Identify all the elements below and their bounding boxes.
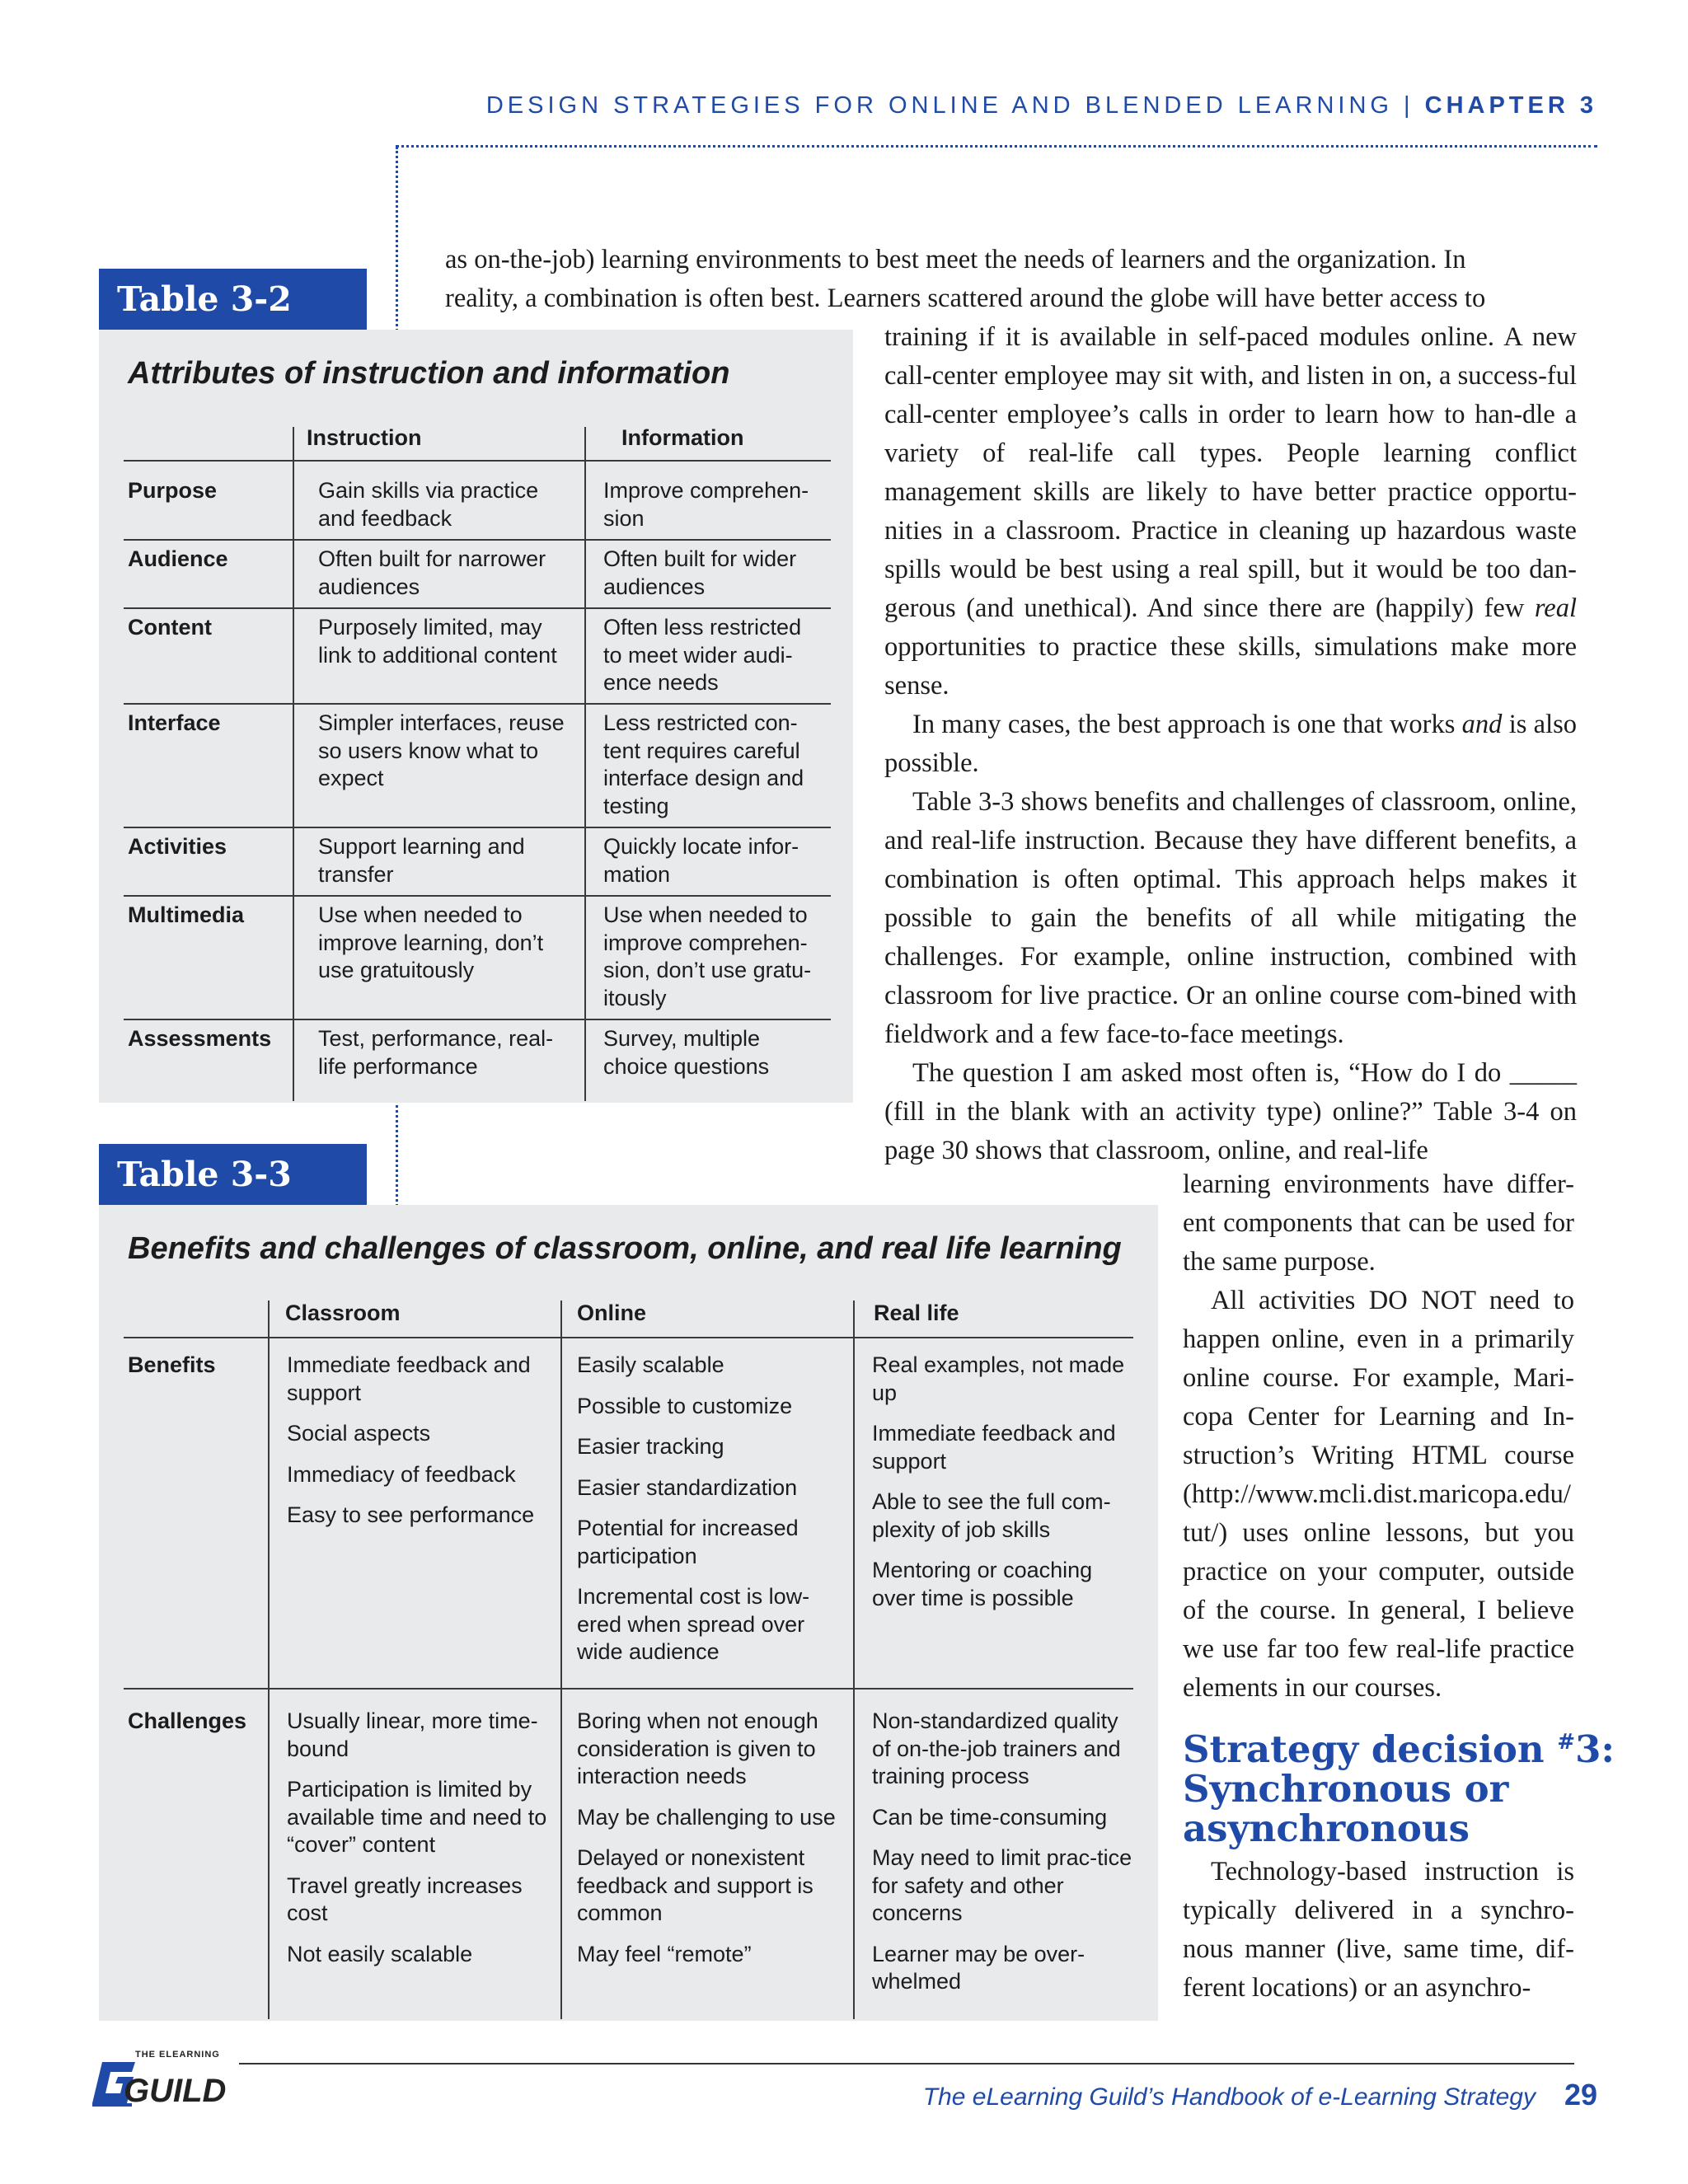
list-item: Participation is limited by available time and need to “cover” content (287, 1777, 547, 1857)
table-3-2-cell: Use when needed to improve learning, don’t use gratuitously (318, 902, 544, 982)
table-3-2-row-label: Audience (128, 546, 228, 571)
body-paragraph: The question I am asked most often is, “How do I do _____ (fill in the blank with an activity type) online?” Table 3-4 on page 30 shows that classroom, online, and real-life (884, 1058, 1577, 1165)
table-3-2-cell: Often built for narrower audiences (318, 546, 546, 599)
table-3-2-header-information: Information (621, 425, 744, 450)
table-3-2-tag: Table 3-2 (99, 269, 367, 330)
list-item: Can be time-consuming (872, 1804, 1108, 1830)
table-3-3-header-real-life: Real life (874, 1301, 959, 1325)
header-separator: | (1404, 92, 1414, 119)
list-item: Mentoring or coaching over time is possible (872, 1558, 1093, 1610)
table-3-3-header-classroom: Classroom (285, 1301, 401, 1325)
body-column-bottom (1183, 1853, 1574, 2008)
list-item: Non-standardized quality of on-the-job trainers and training process (872, 1708, 1121, 1788)
table-3-3-cell-challenges-classroom (287, 1708, 552, 1981)
list-item: Social aspects (287, 1421, 431, 1446)
list-item: Not easily scalable (287, 1941, 473, 1966)
table-3-2-row-label: Content (128, 615, 212, 640)
table-3-2-row-label: Interface (128, 710, 221, 735)
table-3-2-cell: Less restricted con-tent requires careful interface design and testing (603, 710, 804, 818)
table-3-3-cell-benefits-classroom (287, 1352, 552, 1543)
list-item: Easier standardization (577, 1474, 798, 1500)
body-paragraph: In many cases, the best approach is one that works and is also possible. (884, 710, 1578, 778)
running-title: DESIGN STRATEGIES FOR ONLINE AND BLENDED LEARNING (485, 92, 1393, 119)
list-item: Travel greatly increases cost (287, 1872, 523, 1925)
table-3-2-cell: Often built for wider audiences (603, 546, 797, 599)
list-item: Immediacy of feedback (287, 1461, 516, 1487)
list-item: Able to see the full com-plexity of job skills (872, 1489, 1111, 1542)
table-3-2-cell: Quickly locate infor-mation (603, 834, 799, 887)
table-3-2-cell: Survey, multiple choice questions (603, 1026, 770, 1079)
table-3-2-title: Attributes of instruction and information (128, 356, 730, 391)
body-paragraph: All activities DO NOT need to happen online, even in a primarily online course. For example, Mari-copa Center for Learning and In-struction’s Writing HTML course (http://www.mcli.dist.maricopa.edu/tut/) uses online lessons, but you practice on your computer, outside of the course. In general, I believe we use far too few real-life practice elements in our courses. (1183, 1286, 1574, 1703)
list-item: Immediate feedback and support (287, 1352, 531, 1405)
list-item: Learner may be over-whelmed (872, 1941, 1085, 1994)
table-3-3-tag: Table 3-3 (99, 1144, 367, 1205)
list-item: Immediate feedback and support (872, 1421, 1116, 1474)
body-paragraph-intro (445, 241, 1615, 318)
list-item: May need to limit prac-tice for safety and other concerns (872, 1845, 1132, 1925)
list-item: May be challenging to use (577, 1804, 836, 1830)
table-3-2-cell: Simpler interfaces, reuse so users know what to expect (318, 710, 565, 790)
table-3-3-header-online: Online (577, 1301, 647, 1325)
body-column-narrow (1183, 1165, 1574, 1708)
table-3-2-header-instruction: Instruction (307, 425, 422, 450)
list-item: Easily scalable (577, 1352, 724, 1377)
list-item: Easy to see performance (287, 1502, 535, 1527)
table-3-2-cell: Often less restricted to meet wider audi-ence needs (603, 615, 802, 695)
list-item: Possible to customize (577, 1393, 793, 1418)
body-column-right (884, 318, 1577, 1170)
table-3-2-cell: Use when needed to improve comprehen-sion, don’t use gratu-itously (603, 902, 812, 1010)
table-3-3-cell-challenges-real-life (872, 1708, 1140, 2009)
list-item: Real examples, not made up (872, 1352, 1125, 1405)
list-item: May feel “remote” (577, 1941, 752, 1966)
table-3-3-cell-challenges-online (577, 1708, 845, 1981)
body-paragraph: Technology-based instruction is typically delivered in a synchro-nous manner (live, same time, dif-ferent locations) or an asynchro- (1183, 1857, 1574, 2003)
table-3-3-row-benefits: Benefits (128, 1352, 216, 1377)
chapter-label: CHAPTER 3 (1424, 92, 1597, 119)
table-3-2-row-label: Purpose (128, 478, 218, 503)
section-heading: Strategy decision #3: Synchronous or asynchronous (1183, 1727, 1615, 1850)
list-item: Easier tracking (577, 1434, 724, 1459)
list-item: Boring when not enough consideration is given to interaction needs (577, 1708, 818, 1788)
table-3-2-cell: Support learning and transfer (318, 834, 525, 887)
table-3-2-cell: Test, performance, real-life performance (318, 1026, 554, 1079)
table-3-2-row-label: Multimedia (128, 902, 245, 927)
table-3-2-cell: Gain skills via practice and feedback (318, 478, 539, 531)
table-3-2-cell: Purposely limited, may link to additional content (318, 615, 557, 668)
table-3-2-row-label: Assessments (128, 1026, 272, 1051)
table-3-3-row-challenges: Challenges (128, 1708, 247, 1733)
body-paragraph: learning environments have differ-ent components that can be used for the same purpose. (1183, 1169, 1574, 1277)
table-3-3-cell-benefits-online (577, 1352, 845, 1680)
list-item: Usually linear, more time-bound (287, 1708, 538, 1761)
logo-small-text: THE ELEARNING (135, 2050, 220, 2060)
body-line: reality, a combination is often best. Learners scattered around the globe will have better access to (445, 284, 1486, 313)
elearning-guild-logo (89, 2042, 262, 2108)
page-number: 29 (1564, 2078, 1597, 2111)
table-3-3-title: Benefits and challenges of classroom, online, and real life learning (128, 1231, 1122, 1266)
footer-rule (239, 2063, 1574, 2064)
logo-big-text: GUILD (124, 2073, 227, 2108)
table-3-2-row-label: Activities (128, 834, 227, 859)
body-paragraph: training if it is available in self-paced modules online. A new call-center employee may sit with, and listen in on, a success-ful call-center employee’s calls in order to learn how to han-dle a variety of real-life call types. People learning conflict management skills are likely to have better practice opportu-nities in a classroom. Practice in cleaning up hazardous waste spills would be best using a real spill, but it would be too dan-gerous (and unethical). And since there are (happily) few real opportunities to practice these skills, simulations make more sense. (884, 322, 1578, 701)
table-3-3-cell-benefits-real-life (872, 1352, 1140, 1625)
header-dotted-rule (396, 145, 1597, 148)
list-item: Incremental cost is low-ered when spread over wide audience (577, 1584, 810, 1664)
body-paragraph: Table 3-3 shows benefits and challenges of classroom, online, and real-life instruction. Because they have different benefits, a combination is often optimal. This approach helps makes it possible to gain the benefits of all while mitigating the challenges. For example, online instruction, combined with classroom for live practice. Or an online course com-bined with fieldwork and a few face-to-face meetings. (884, 787, 1577, 1049)
footer-book-title: The eLearning Guild’s Handbook of e-Learning Strategy (922, 2083, 1536, 2111)
running-header (486, 92, 1597, 120)
body-line: as on-the-job) learning environments to best meet the needs of learners and the organization. In (445, 245, 1466, 274)
list-item: Delayed or nonexistent feedback and support is common (577, 1845, 814, 1925)
list-item: Potential for increased participation (577, 1516, 799, 1568)
table-3-2-cell: Improve comprehen-sion (603, 478, 809, 531)
